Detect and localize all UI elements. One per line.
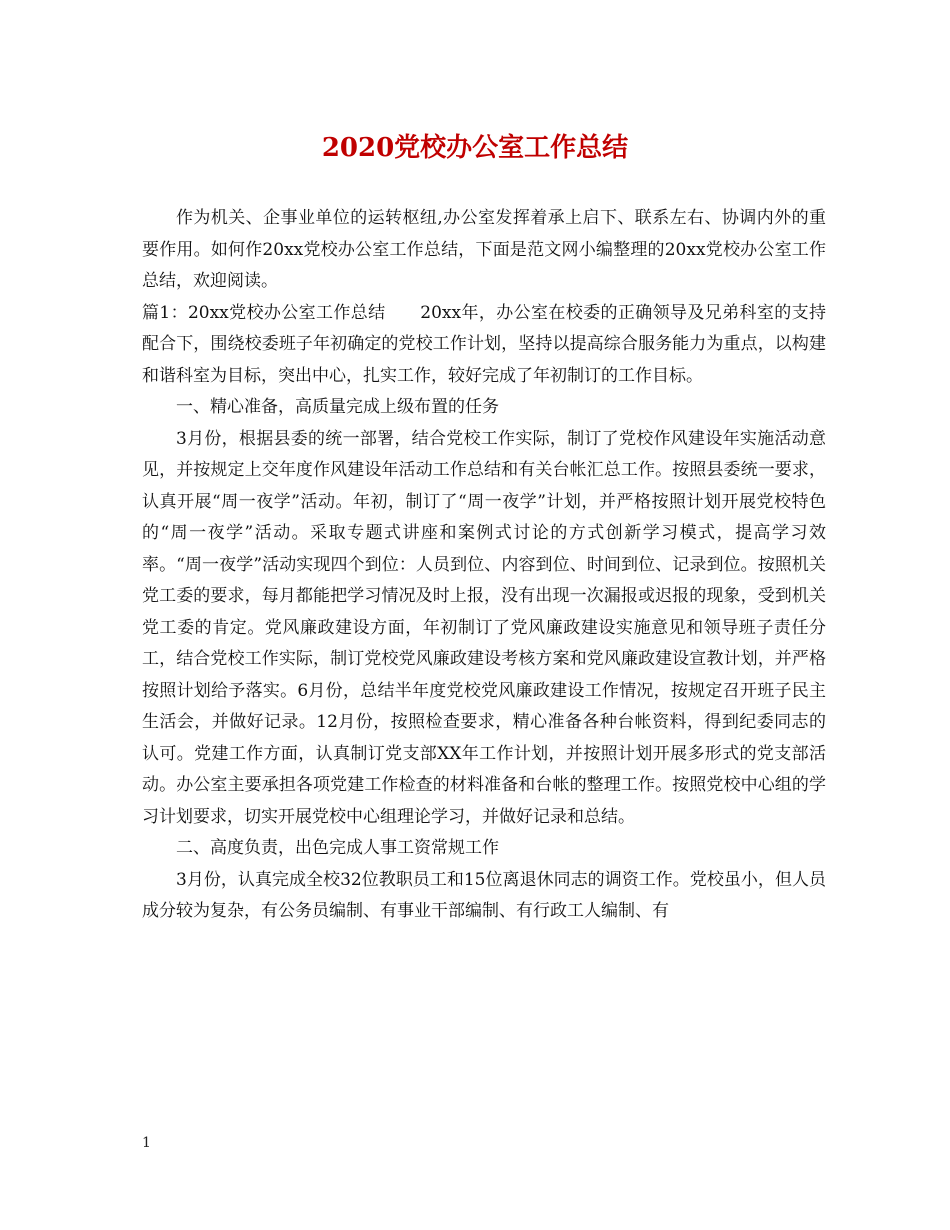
- section-heading-2: 二、高度负责，出色完成人事工资常规工作: [176, 838, 499, 858]
- paragraph-section-2: 3月份，认真完成全校32位教职员工和15位离退休同志的调资工作。党校虽小，但人员成分较为复杂，有公务员编制、有事业干部编制、有行政工人编制、有: [142, 869, 826, 921]
- section-heading-1: 一、精心准备，高质量完成上级布置的任务: [176, 397, 499, 417]
- paragraph-intro: 作为机关、企事业单位的运转枢纽,办公室发挥着承上启下、联系左右、协调内外的重要作用。如何作20xx党校办公室工作总结，下面是范文网小编整理的20xx党校办公室工作总结，欢迎阅读。: [142, 208, 826, 291]
- paragraph-article-1: 篇1：20xx党校办公室工作总结 20xx年，办公室在校委的正确领导及兄弟科室的支持配合下，围绕校委班子年初确定的党校工作计划，坚持以提高综合服务能力为重点，以构建和谐科室为目标，突出中心，扎实工作，较好完成了年初制订的工作目标。: [142, 302, 826, 386]
- document-body: [142, 203, 826, 928]
- document-title: 2020党校办公室工作总结: [321, 133, 629, 163]
- page-number: 1: [142, 1135, 151, 1151]
- paragraph-section-1: 3月份，根据县委的统一部署，结合党校工作实际，制订了党校作风建设年实施活动意见，并按规定上交年度作风建设年活动工作总结和有关台帐汇总工作。按照县委统一要求，认真开展“周一夜学”活动。年初，制订了“周一夜学”计划，并严格按照计划开展党校特色的“周一夜学”活动。采取专题式讲座和案例式讨论的方式创新学习模式，提高学习效率。“周一夜学”活动实现四个到位：人员到位、内容到位、时间到位、记录到位。按照机关党工委的要求，每月都能把学习情况及时上报，没有出现一次漏报或迟报的现象，受到机关党工委的肯定。党风廉政建设方面，年初制订了党风廉政建设实施意见和领导班子责任分工，结合党校工作实际，制订党校党风廉政建设考核方案和党风廉政建设宣教计划，并严格按照计划给予落实。6月份，总结半年度党校党风廉政建设工作情况，按规定召开班子民主生活会，并做好记录。12月份，按照检查要求，精心准备各种台帐资料，得到纪委同志的认可。党建工作方面，认真制订党支部XX年工作计划，并按照计划开展多形式的党支部活动。办公室主要承担各项党建工作检查的材料准备和台帐的整理工作。按照党校中心组的学习计划要求，切实开展党校中心组理论学习，并做好记录和总结。: [142, 428, 826, 827]
